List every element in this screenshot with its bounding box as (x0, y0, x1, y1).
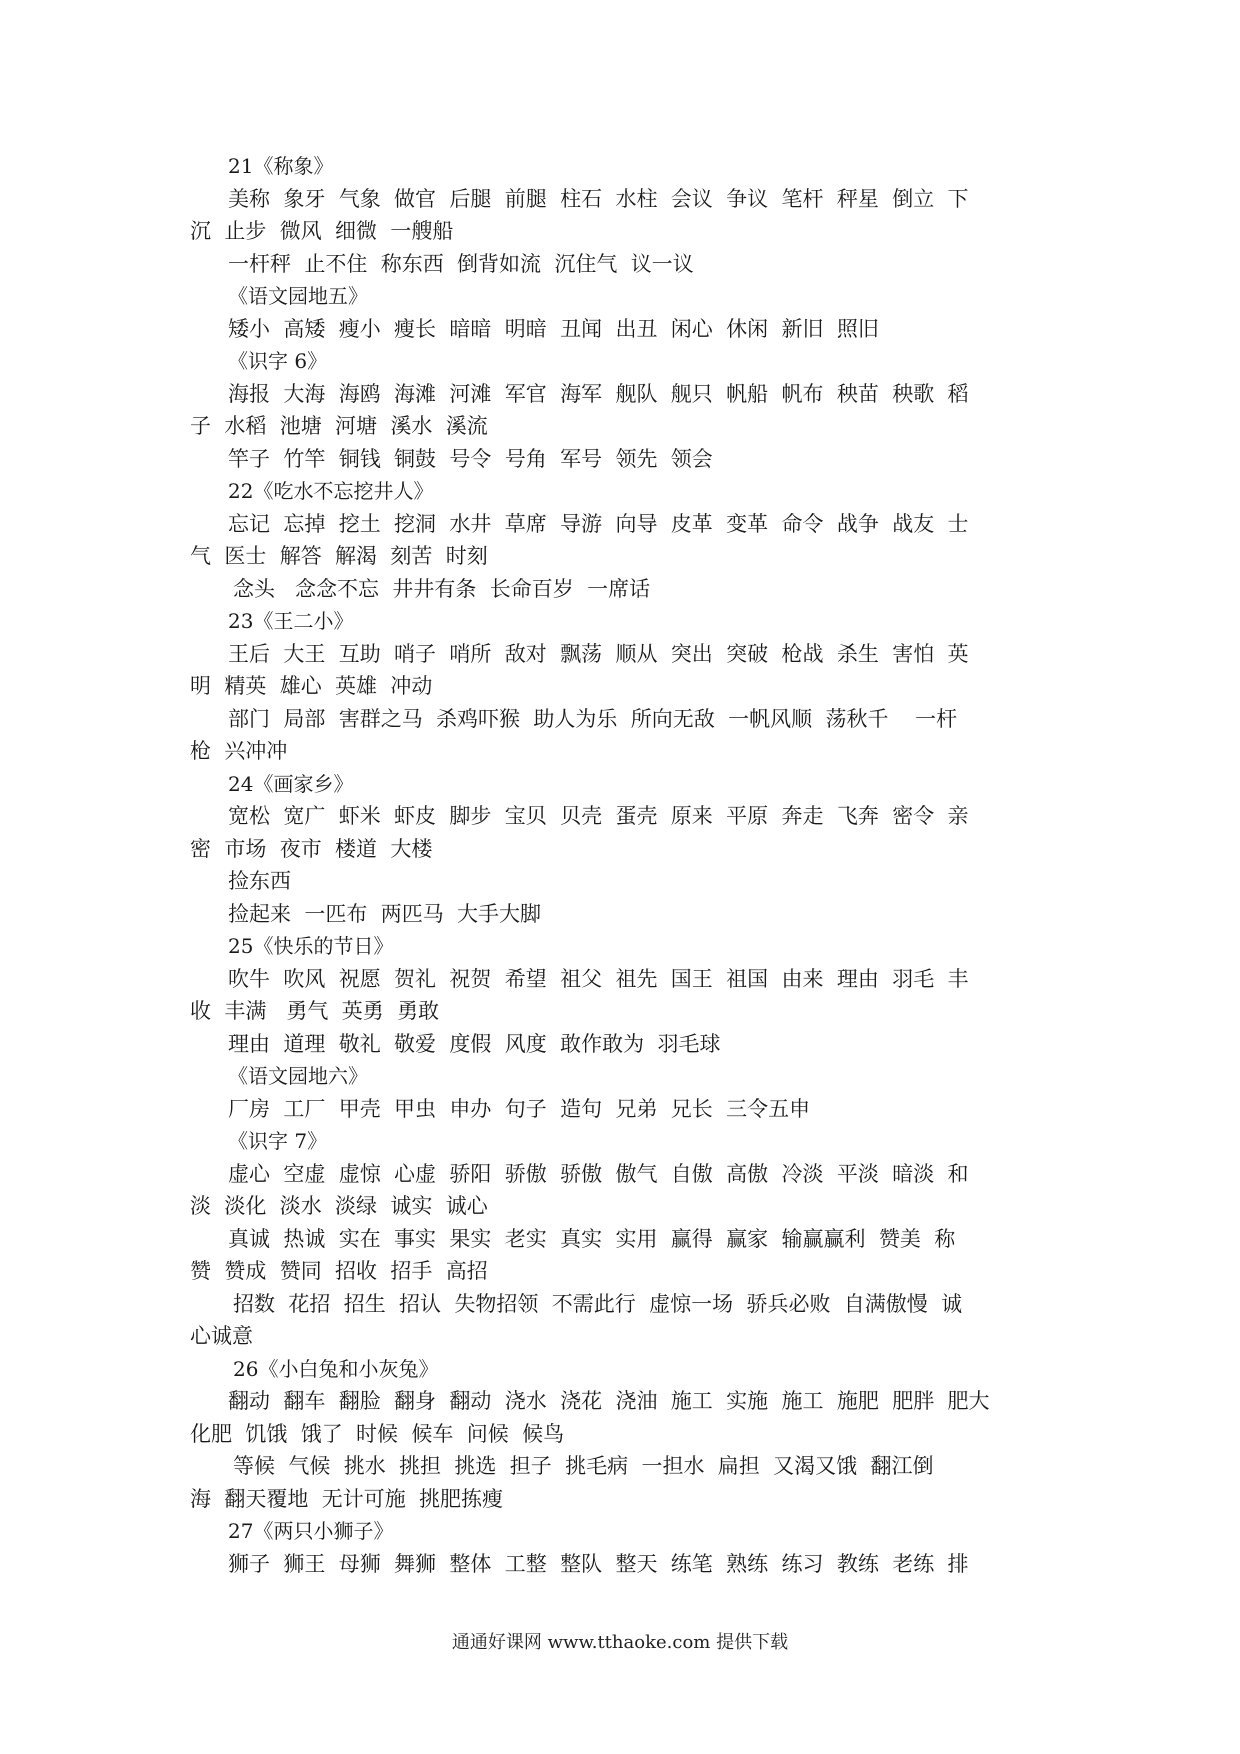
word-line: 王后 大王 互助 哨子 哨所 敌对 飘荡 顺从 突出 突破 枪战 杀生 害怕 英 (228, 641, 969, 666)
word-line: 真诚 热诚 实在 事实 果实 老实 真实 实用 赢得 赢家 输赢赢利 赞美 称 (228, 1226, 956, 1251)
word-line: 竿子 竹竿 铜钱 铜鼓 号令 号角 军号 领先 领会 (228, 446, 713, 471)
word-line: 理由 道理 敬礼 敬爱 度假 风度 敢作敢为 羽毛球 (228, 1031, 721, 1056)
section-heading: 25《快乐的节日》 (228, 934, 394, 958)
word-line: 捡东西 (228, 869, 291, 893)
section-heading: 23《王二小》 (228, 609, 354, 633)
word-line: 枪 兴冲冲 (190, 739, 288, 763)
section-heading: 21《称象》 (228, 154, 334, 178)
section-heading: 《识字 7》 (228, 1129, 328, 1153)
word-line: 厂房 工厂 甲壳 甲虫 申办 句子 造句 兄弟 兄长 三令五申 (228, 1096, 811, 1121)
word-line: 一杆秤 止不住 称东西 倒背如流 沉住气 议一议 (228, 251, 694, 276)
word-line: 密 市场 夜市 楼道 大楼 (190, 836, 433, 861)
word-line: 念头 念念不忘 井井有条 长命百岁 一席话 (233, 576, 651, 601)
word-line: 吹牛 吹风 祝愿 贺礼 祝贺 希望 祖父 祖先 国王 祖国 由来 理由 羽毛 丰 (228, 966, 969, 991)
section-heading: 26《小白兔和小灰兔》 (233, 1356, 439, 1381)
word-line: 明 精英 雄心 英雄 冲动 (190, 674, 433, 698)
word-line: 化肥 饥饿 饿了 时候 候车 问候 候鸟 (190, 1421, 565, 1446)
vocabulary-list (190, 150, 1060, 1580)
word-line: 赞 赞成 赞同 招收 招手 高招 (190, 1259, 488, 1283)
word-line: 招数 花招 招生 招认 失物招领 不需此行 虚惊一场 骄兵必败 自满傲慢 诚 (233, 1291, 963, 1316)
word-line: 虚心 空虚 虚惊 心虚 骄阳 骄傲 骄傲 傲气 自傲 高傲 冷淡 平淡 暗淡 和 (228, 1161, 969, 1186)
word-line: 海 翻天覆地 无计可施 挑肥拣瘦 (190, 1486, 504, 1511)
section-heading: 24《画家乡》 (228, 771, 354, 796)
section-heading: 22《吃水不忘挖井人》 (228, 479, 434, 503)
word-line: 等候 气候 挑水 挑担 挑选 担子 挑毛病 一担水 扁担 又渴又饿 翻江倒 (233, 1454, 934, 1478)
word-line: 宽松 宽广 虾米 虾皮 脚步 宝贝 贝壳 蛋壳 原来 平原 奔走 飞奔 密令 亲 (228, 804, 969, 828)
word-line: 海报 大海 海鸥 海滩 河滩 军官 海军 舰队 舰只 帆船 帆布 秧苗 秧歌 稻 (228, 381, 969, 406)
word-line: 忘记 忘掉 挖土 挖洞 水井 草席 导游 向导 皮革 变革 命令 战争 战友 士 (228, 511, 969, 536)
word-line: 心诚意 (190, 1324, 253, 1348)
word-line: 部门 局部 害群之马 杀鸡吓猴 助人为乐 所向无敌 一帆风顺 荡秋千 一杆 (228, 706, 958, 731)
section-heading: 《语文园地五》 (228, 284, 368, 308)
word-line: 美称 象牙 气象 做官 后腿 前腿 柱石 水柱 会议 争议 笔杆 秤星 倒立 下 (228, 186, 969, 211)
section-heading: 27《两只小狮子》 (228, 1519, 394, 1543)
word-line: 翻动 翻车 翻脸 翻身 翻动 浇水 浇花 浇油 施工 实施 施工 施肥 肥胖 肥大 (228, 1389, 990, 1413)
word-line: 气 医士 解答 解渴 刻苦 时刻 (190, 544, 488, 568)
section-heading: 《语文园地六》 (228, 1064, 368, 1088)
word-line: 子 水稻 池塘 河塘 溪水 溪流 (190, 414, 488, 438)
section-heading: 《识字 6》 (228, 349, 328, 373)
word-line: 淡 淡化 淡水 淡绿 诚实 诚心 (190, 1194, 488, 1218)
word-line: 沉 止步 微风 细微 一艘船 (190, 219, 454, 243)
word-line: 收 丰满 勇气 英勇 勇敢 (190, 999, 440, 1023)
page-footer: 通通好课网 www.tthaoke.com 提供下载 (451, 1632, 789, 1653)
word-line: 狮子 狮王 母狮 舞狮 整体 工整 整队 整天 练笔 熟练 练习 教练 老练 排 (228, 1551, 969, 1576)
word-line: 捡起来 一匹布 两匹马 大手大脚 (228, 901, 542, 926)
word-line: 矮小 高矮 瘦小 瘦长 暗暗 明暗 丑闻 出丑 闲心 休闲 新旧 照旧 (228, 316, 879, 341)
